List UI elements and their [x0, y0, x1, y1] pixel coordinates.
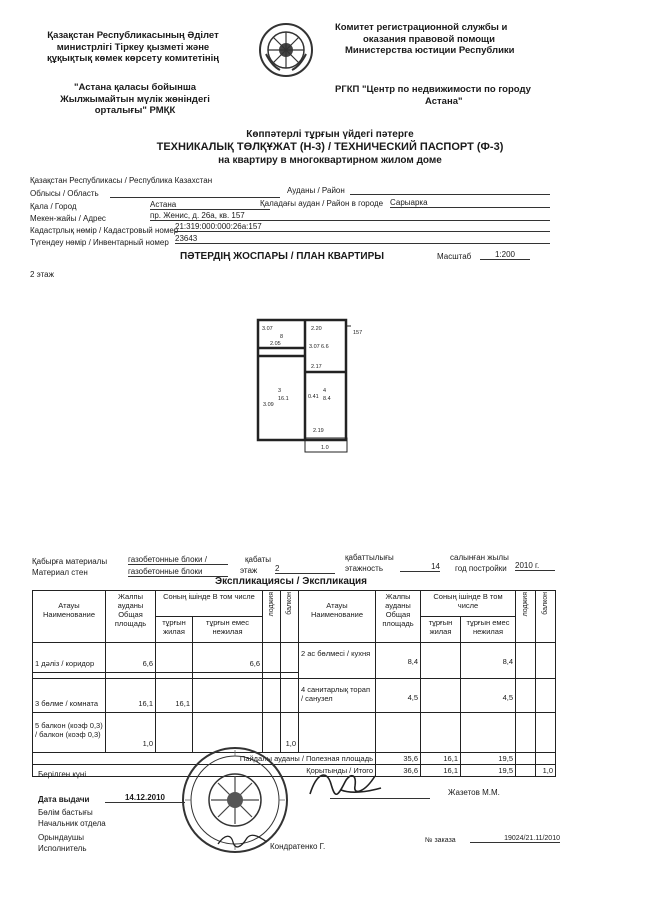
header-left	[28, 30, 238, 65]
cell-name: 1 дәліз / коридор	[33, 643, 106, 673]
org-line: Жылжымайтын мүлік жөніндегі	[60, 93, 210, 105]
cadastral-value: 21:319:000:000:26а:157	[175, 222, 550, 232]
doc-title	[60, 128, 600, 167]
wall-material-label-kz: Қабырға материалы	[32, 557, 108, 566]
year-ru: год постройки	[455, 564, 507, 573]
signature-icon	[305, 762, 385, 804]
cell-total: 1,0	[106, 713, 156, 753]
storeys-kz: қабаттылығы	[345, 553, 394, 562]
useful-nonliving: 19,5	[461, 753, 516, 765]
exec-label-kz: Орындаушы	[38, 833, 85, 842]
kazakhstan-emblem-icon	[258, 22, 314, 78]
cell-name: 3 бөлме / комната	[33, 679, 106, 713]
exec-name: Кондратенко Г.	[270, 842, 326, 851]
cell-empty	[516, 713, 536, 753]
floor-value: 2	[275, 564, 335, 574]
plan-label: 3.07	[262, 326, 273, 332]
plan-label: 4	[323, 388, 327, 394]
cell-balcony-right	[536, 679, 556, 713]
plan-label: 1.0	[321, 445, 329, 451]
cell-living-right	[421, 643, 461, 679]
col-name-header-2: Атауы Наименование	[299, 591, 376, 643]
balcony-text-2: балкон	[542, 592, 549, 615]
cell-empty	[299, 713, 376, 753]
storeys-value: 14	[400, 562, 440, 572]
sum-total: 36,6	[376, 765, 421, 777]
plan-title: ПӘТЕРДІҢ ЖОСПАРЫ / ПЛАН КВАРТИРЫ	[180, 251, 385, 262]
cell-balcony	[281, 679, 299, 713]
org-line: Астана"	[425, 95, 463, 107]
cell-total-right: 4,5	[376, 679, 421, 713]
floor-plan	[245, 310, 375, 460]
cell-nonliving-right: 8,4	[461, 643, 516, 679]
chief-name: Жазетов М.М.	[448, 788, 500, 797]
plan-label: 157	[353, 330, 363, 336]
plan-label: 3	[278, 388, 282, 394]
cell-total: 16,1	[106, 679, 156, 713]
sum-nonliving: 19,5	[461, 765, 516, 777]
loggia-text-2: лоджия	[522, 592, 529, 617]
header-left-line: министрлігі Тіркеу қызметі және	[56, 41, 210, 53]
cell-loggia-right	[516, 679, 536, 713]
floor-ru: этаж	[240, 566, 258, 575]
col-loggia-header	[263, 591, 281, 643]
useful-living: 16,1	[421, 753, 461, 765]
balcony-text: балкон	[286, 592, 293, 615]
cell-nonliving-right: 4,5	[461, 679, 516, 713]
col-name-header: Атауы Наименование	[33, 591, 106, 643]
sum-living: 16,1	[421, 765, 461, 777]
plan-label: 2.19	[313, 428, 324, 434]
issued-label-ru: Дата выдачи	[38, 795, 90, 804]
scale-label: Масштаб	[437, 252, 472, 261]
plan-label: 2.17	[311, 364, 322, 370]
city-rayon-label: Қаладағы аудан / Район в городе	[260, 199, 384, 208]
title-line2: ТЕХНИКАЛЫҚ ТӨЛҚҰЖАТ (Н-3) / ТЕХНИЧЕСКИЙ ПАСПОРТ (Ф-3)	[156, 141, 504, 153]
col-incl-header: Соның ішінде В том числе	[156, 591, 263, 617]
header-left-org	[40, 82, 230, 117]
order-label: № заказа	[425, 837, 456, 844]
city-value: Астана	[150, 200, 270, 210]
address-label: Мекен-жайы / Адрес	[30, 214, 106, 223]
issued-label-kz: Берілген күні	[38, 770, 87, 779]
header-right-line: оказания правовой помощи	[363, 33, 495, 45]
inventory-label: Түгендеу нөмір / Инвентарный номер	[30, 238, 169, 247]
title-line3: на квартиру в многоквартирном жилом доме	[218, 155, 442, 166]
plan-label: 3.09	[263, 402, 274, 408]
cell-living: 16,1	[156, 679, 193, 713]
floor-kz: қабаты	[245, 555, 272, 564]
plan-label: 0.41	[308, 394, 319, 400]
useful-balcony	[536, 753, 556, 765]
cell-total: 6,6	[106, 643, 156, 673]
cell-nonliving	[193, 679, 263, 713]
scale-value: 1:200	[480, 250, 530, 260]
header-right	[335, 22, 550, 57]
plan-label: 2.20	[311, 326, 322, 332]
exec-label-ru: Исполнитель	[38, 844, 87, 853]
plan-label: 2.05	[270, 341, 281, 347]
table-row	[33, 679, 556, 713]
header-right-line: Комитет регистрационной службы и	[335, 22, 508, 33]
cell-living	[156, 643, 193, 673]
wall-material-label-ru: Материал стен	[32, 568, 88, 577]
explication-title: Экспликациясы / Экспликация	[215, 576, 368, 587]
col-balcony-header	[281, 591, 299, 643]
col-nonliving-header-2: тұрғын емес нежилая	[461, 617, 516, 643]
cell-total-right: 8,4	[376, 643, 421, 679]
col-living-header-2: тұрғын жилая	[421, 617, 461, 643]
sum-balcony: 1,0	[536, 765, 556, 777]
table-header-row	[33, 591, 556, 617]
col-balcony-header-2	[536, 591, 556, 643]
plan-label: 8	[280, 334, 284, 340]
cell-empty	[376, 713, 421, 753]
header-left-line: Қазақстан Республикасының Әділет	[47, 30, 219, 41]
org-line: "Астана қаласы бойынша	[73, 82, 197, 93]
storeys-ru: этажность	[345, 564, 383, 573]
exec-signature-icon	[215, 830, 270, 850]
outer-walls	[258, 320, 346, 440]
year-kz: салынған жылы	[450, 553, 509, 562]
rayon-line	[350, 194, 550, 195]
org-line: РГКП "Центр по недвижимости по городу	[335, 84, 531, 95]
loggia-text: лоджия	[268, 592, 275, 617]
col-incl-header-2: Соның ішінде В том числе	[421, 591, 516, 617]
plan-label: 3.07	[309, 344, 320, 350]
cell-loggia	[263, 643, 281, 673]
cadastral-label: Кадастрлық нөмір / Кадастровый номер	[30, 226, 179, 235]
useful-area-row	[33, 753, 556, 765]
sum-loggia	[516, 765, 536, 777]
city-label: Қала / Город	[30, 202, 77, 211]
cell-living-right	[421, 679, 461, 713]
cell-empty	[421, 713, 461, 753]
plan-label: 8.4	[323, 396, 331, 402]
cell-name: 5 балкон (коэф 0,3) / балкон (коэф 0,3)	[33, 713, 106, 753]
useful-loggia	[516, 753, 536, 765]
table-row	[33, 643, 556, 673]
dept-label-kz: Бөлім бастығы	[38, 808, 93, 817]
header-right-org	[335, 84, 575, 107]
cell-nonliving: 6,6	[193, 643, 263, 673]
cell-name-right: 2 ас бөлмесі / кухня	[299, 643, 376, 679]
cell-empty	[536, 713, 556, 753]
issued-value: 14.12.2010	[105, 793, 185, 803]
sum-row	[33, 765, 556, 777]
sum-label: Қорытынды / Итого	[33, 765, 376, 777]
org-line: орталығы" РМҚК	[94, 105, 176, 116]
oblast-label: Облысы / Область	[30, 189, 99, 198]
cell-balcony: 1,0	[281, 713, 299, 753]
wall-material-value2: газобетонные блоки	[128, 567, 228, 577]
col-living-header: тұрғын жилая	[156, 617, 193, 643]
col-nonliving-header: тұрғын емес нежилая	[193, 617, 263, 643]
cell-empty	[461, 713, 516, 753]
header-left-line: құқықтық көмек көрсету комитетінің	[46, 53, 220, 64]
floor-label: 2 этаж	[30, 270, 54, 279]
dept-label-ru: Начальник отдела	[38, 819, 106, 828]
rayon-label: Ауданы / Район	[287, 186, 345, 195]
header-right-line: Министерства юстиции Республики	[345, 45, 515, 56]
useful-area-label: Пайдалы ауданы / Полезная площадь	[33, 753, 376, 765]
col-loggia-header-2	[516, 591, 536, 643]
col-total-header: Жалпы ауданы Общая площадь	[106, 591, 156, 643]
republic-label: Қазақстан Республикасы / Республика Казахстан	[30, 176, 213, 185]
city-rayon-value: Сарыарка	[390, 198, 550, 208]
cell-name-right: 4 санитарлық торап / санузел	[299, 679, 376, 713]
explication-table	[32, 590, 556, 777]
plan-label: 6.6	[321, 344, 329, 350]
wall-material-value1: газобетонные блоки /	[128, 555, 228, 565]
address-value: пр. Женис, д. 26а, кв. 157	[150, 211, 550, 221]
useful-total: 35,6	[376, 753, 421, 765]
inventory-value: 23643	[175, 234, 550, 244]
order-value: 19024/21.11/2010	[470, 835, 560, 843]
plan-label: 16.1	[278, 396, 289, 402]
cell-balcony-right	[536, 643, 556, 679]
title-line1: Көппәтерлі тұрғын үйдегі пәтерге	[246, 129, 414, 140]
cell-loggia	[263, 679, 281, 713]
year-value: 2010 г.	[515, 561, 555, 571]
oblast-line	[110, 197, 280, 198]
cell-balcony	[281, 643, 299, 673]
cell-loggia-right	[516, 643, 536, 679]
table-row	[33, 713, 556, 753]
col-total-header-2: Жалпы ауданы Общая площадь	[376, 591, 421, 643]
